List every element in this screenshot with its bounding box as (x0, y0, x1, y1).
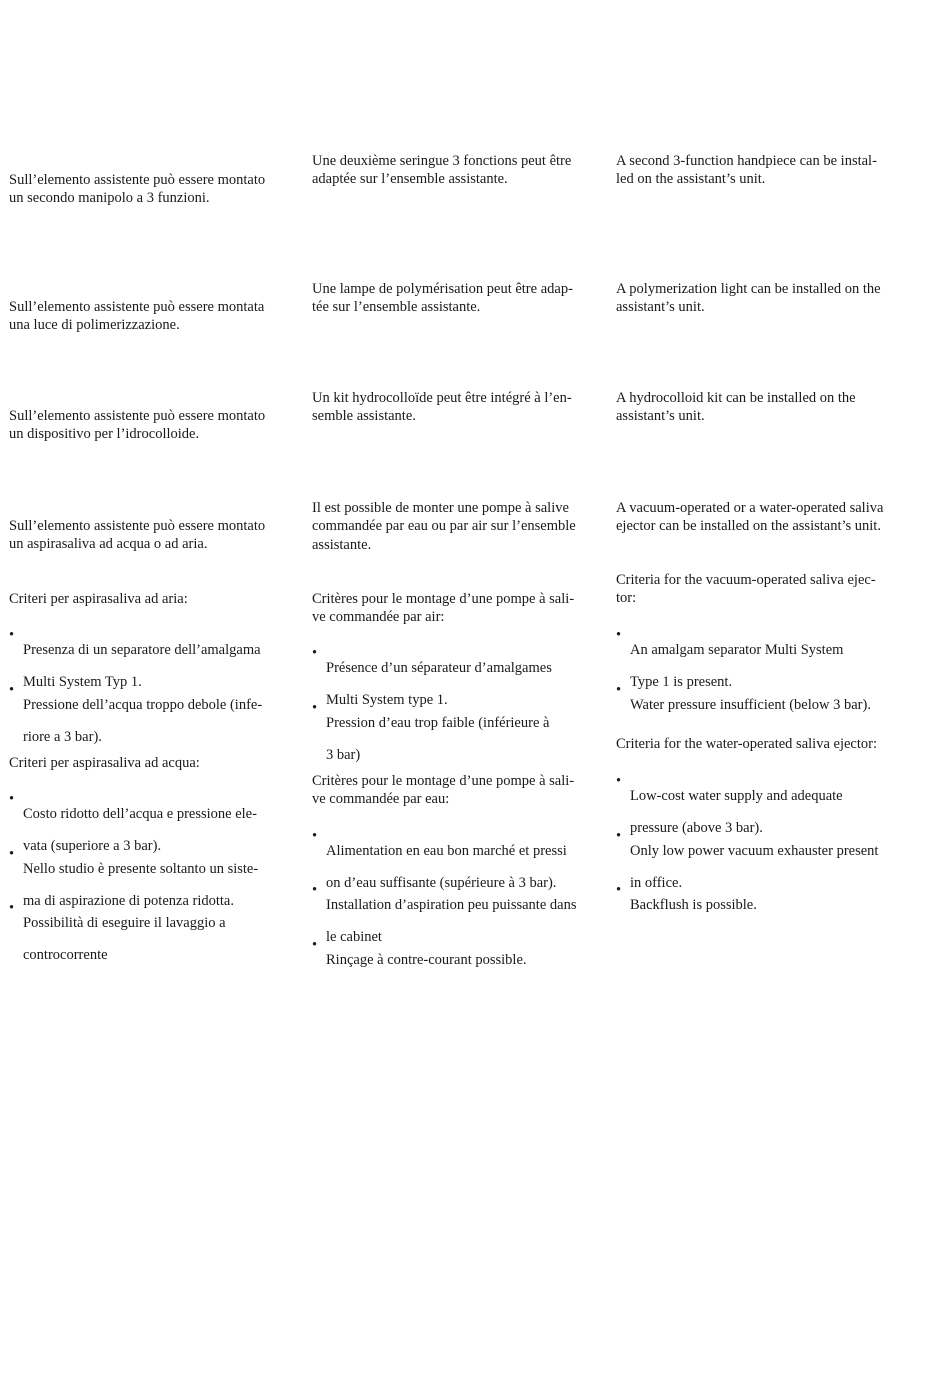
text-line: semble assistante. (312, 408, 416, 425)
text-line: commandée par eau ou par air sur l’ensemble (312, 518, 576, 535)
text-line: ma di aspirazione di potenza ridotta. (23, 893, 234, 910)
polymerization-light-paragraph (9, 298, 299, 335)
text-line: tée sur l’ensemble assistante. (312, 299, 481, 316)
text-line: • Nello studio è presente soltanto un siste- (23, 860, 259, 877)
text-line: • Rinçage à contre-courant possible. (326, 951, 527, 968)
text-line: ve commandée par eau: (312, 791, 450, 808)
saliva-ejector-paragraph (312, 499, 604, 554)
water-criteria-heading (312, 772, 604, 809)
text-line: ejector can be installed on the assistant’s unit. (616, 518, 881, 535)
text-line: Criteria for the water-operated saliva ejector: (616, 736, 877, 752)
text-line: assistant’s unit. (616, 408, 705, 425)
bullet-item (312, 699, 604, 779)
text-line: una luce di polimerizzazione. (9, 317, 180, 334)
text-line: assistant’s unit. (616, 299, 705, 316)
text-line: • Possibilità di eseguire il lavaggio a (23, 914, 226, 931)
text-line: adaptée sur l’ensemble assistante. (312, 171, 508, 188)
text-line: Une lampe de polymérisation peut être adap- (312, 281, 573, 297)
text-line: • Only low power vacuum exhauster present (630, 842, 879, 859)
bullet-item (9, 899, 299, 979)
text-line: Sull’elemento assistente può essere montato (9, 518, 266, 534)
text-line: • Installation d’aspiration peu puissante dans (326, 896, 577, 913)
text-line: vata (superiore a 3 bar). (23, 838, 162, 855)
bullet-item (616, 681, 916, 728)
hydrocolloid-kit-paragraph (9, 407, 299, 444)
water-criteria-heading (616, 735, 916, 753)
text-line: tor: (616, 590, 637, 607)
air-criteria-heading (312, 590, 604, 627)
polymerization-light-paragraph (312, 280, 604, 317)
second-handpiece-paragraph (312, 152, 604, 189)
text-line: Criteri per aspirasaliva ad acqua: (9, 755, 200, 771)
text-line: le cabinet (326, 929, 382, 946)
hydrocolloid-kit-paragraph (616, 389, 916, 426)
text-line: A polymerization light can be installed on the (616, 281, 881, 297)
text-line: • An amalgam separator Multi System (630, 641, 844, 658)
text-line: Sull’elemento assistente può essere montato (9, 408, 266, 424)
water-criteria-heading (9, 754, 299, 772)
text-line: un aspirasaliva ad acqua o ad aria. (9, 536, 208, 553)
text-line: 3 bar) (326, 747, 361, 764)
saliva-ejector-paragraph (9, 517, 299, 554)
text-line: Multi System Typ 1. (23, 674, 142, 691)
polymerization-light-paragraph (616, 280, 916, 317)
text-line: Criteri per aspirasaliva ad aria: (9, 591, 188, 607)
text-line: riore a 3 bar). (23, 729, 102, 746)
text-line: Un kit hydrocolloïde peut être intégré à l’en- (312, 390, 572, 406)
text-line: in office. (630, 875, 683, 892)
text-line: • Pression d’eau trop faible (inférieure à (326, 714, 550, 731)
text-line: Criteria for the vacuum-operated saliva ejec- (616, 572, 876, 588)
text-line: un secondo manipolo a 3 funzioni. (9, 190, 210, 207)
second-handpiece-paragraph (616, 152, 916, 189)
text-line: Sull’elemento assistente può essere montato (9, 172, 266, 188)
text-line: • Presenza di un separatore dell’amalgama (23, 641, 261, 658)
second-handpiece-paragraph (9, 171, 299, 208)
text-line: • Water pressure insufficient (below 3 bar). (630, 696, 871, 713)
saliva-ejector-paragraph (616, 499, 916, 536)
text-line: on d’eau suffisante (supérieure à 3 bar). (326, 875, 557, 892)
text-line: Une deuxième seringue 3 fonctions peut être (312, 153, 572, 169)
text-line: controcorrente (23, 947, 108, 964)
text-line: Type 1 is present. (630, 674, 733, 691)
text-line: A hydrocolloid kit can be installed on the (616, 390, 856, 406)
text-line: • Backflush is possible. (630, 896, 757, 913)
text-line: • Pressione dell’acqua troppo debole (infe- (23, 696, 263, 713)
bullet-item (9, 681, 299, 761)
text-line: • Low-cost water supply and adequate (630, 787, 843, 804)
text-line: A vacuum-operated or a water-operated saliva (616, 500, 884, 516)
bullet-item (312, 936, 604, 983)
air-criteria-heading (616, 571, 916, 608)
text-line: Critères pour le montage d’une pompe à sali- (312, 591, 575, 607)
text-line: Critères pour le montage d’une pompe à sali- (312, 773, 575, 789)
bullet-item (616, 881, 916, 928)
air-criteria-heading (9, 590, 299, 608)
text-line: Sull’elemento assistente può essere montata (9, 299, 265, 315)
text-line: • Costo ridotto dell’acqua e pressione ele- (23, 805, 257, 822)
text-line: A second 3-function handpiece can be instal- (616, 153, 877, 169)
hydrocolloid-kit-paragraph (312, 389, 604, 426)
text-line: pressure (above 3 bar). (630, 820, 763, 837)
text-line: Il est possible de monter une pompe à salive (312, 500, 569, 516)
text-line: Multi System type 1. (326, 692, 448, 709)
text-line: led on the assistant’s unit. (616, 171, 766, 188)
text-line: assistante. (312, 536, 372, 553)
text-line: • Présence d’un séparateur d’amalgames (326, 659, 552, 676)
text-line: un dispositivo per l’idrocolloide. (9, 426, 200, 443)
text-line: ve commandée par air: (312, 609, 445, 626)
text-line: • Alimentation en eau bon marché et pressi (326, 842, 567, 859)
